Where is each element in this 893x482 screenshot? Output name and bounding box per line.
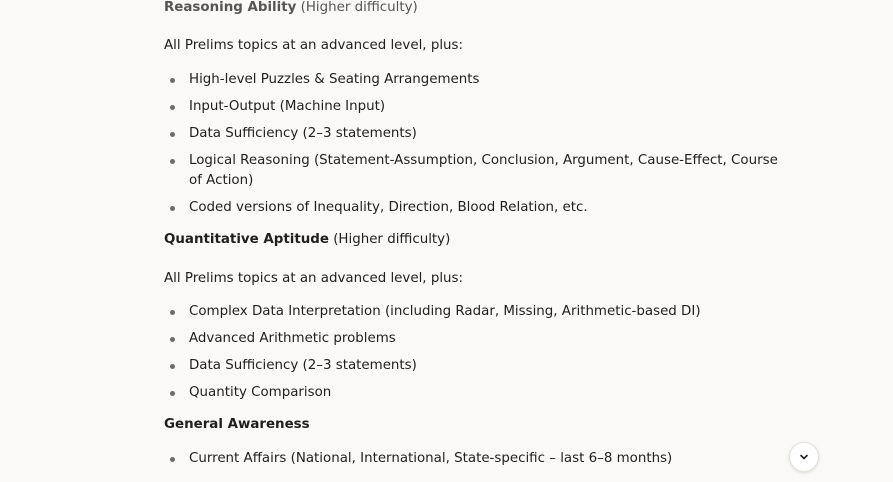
section-title: Quantitative Aptitude [164,232,329,247]
bullet-icon [170,132,175,137]
topic-list-ga [164,449,784,469]
list-item-text: Logical Reasoning (Statement-Assumption, Conclusion, Argument, Cause-Effect, Course of Action) [189,153,778,188]
list-item [164,302,784,322]
scroll-to-bottom-button[interactable] [789,442,819,472]
section-title: Reasoning Ability [164,0,297,15]
bullet-icon [170,391,175,396]
section-qualifier: (Higher difficulty) [300,0,418,15]
list-item-text: Data Sufficiency (2–3 statements) [189,126,417,141]
bullet-icon [170,159,175,164]
list-item [164,124,784,144]
list-item [164,329,784,349]
section-heading-ga [164,413,784,437]
bullet-icon [170,78,175,83]
bullet-icon [170,364,175,369]
list-item-text: Input-Output (Machine Input) [189,99,386,114]
bullet-icon [170,310,175,315]
list-item [164,198,784,218]
chevron-down-icon [799,452,809,462]
list-item-text: Complex Data Interpretation (including Radar, Missing, Arithmetic-based DI) [189,304,701,319]
section-heading-quant [164,228,784,252]
message-content [164,0,784,469]
bullet-icon [170,337,175,342]
section-intro: All Prelims topics at an advanced level, plus: [164,271,464,286]
topic-list-quant [164,302,784,403]
list-item-text: Data Sufficiency (2–3 statements) [189,358,417,373]
list-item-text: Current Affairs (National, International, State-specific – last 6–8 months) [189,451,673,466]
list-item [164,151,784,191]
section-qualifier: (Higher difficulty) [333,232,451,247]
section-heading-reasoning [164,0,784,20]
list-item-text: Coded versions of Inequality, Direction, Blood Relation, etc. [189,200,588,215]
bullet-icon [170,457,175,462]
topic-list-reasoning [164,70,784,218]
list-item [164,356,784,376]
list-item [164,449,784,469]
list-item [164,70,784,90]
bullet-icon [170,206,175,211]
bullet-icon [170,105,175,110]
list-item [164,383,784,403]
list-item [164,97,784,117]
section-title: General Awareness [164,417,310,432]
section-intro: All Prelims topics at an advanced level, plus: [164,38,464,53]
list-item-text: High-level Puzzles & Seating Arrangements [189,72,480,87]
list-item-text: Quantity Comparison [189,385,332,400]
list-item-text: Advanced Arithmetic problems [189,331,396,346]
